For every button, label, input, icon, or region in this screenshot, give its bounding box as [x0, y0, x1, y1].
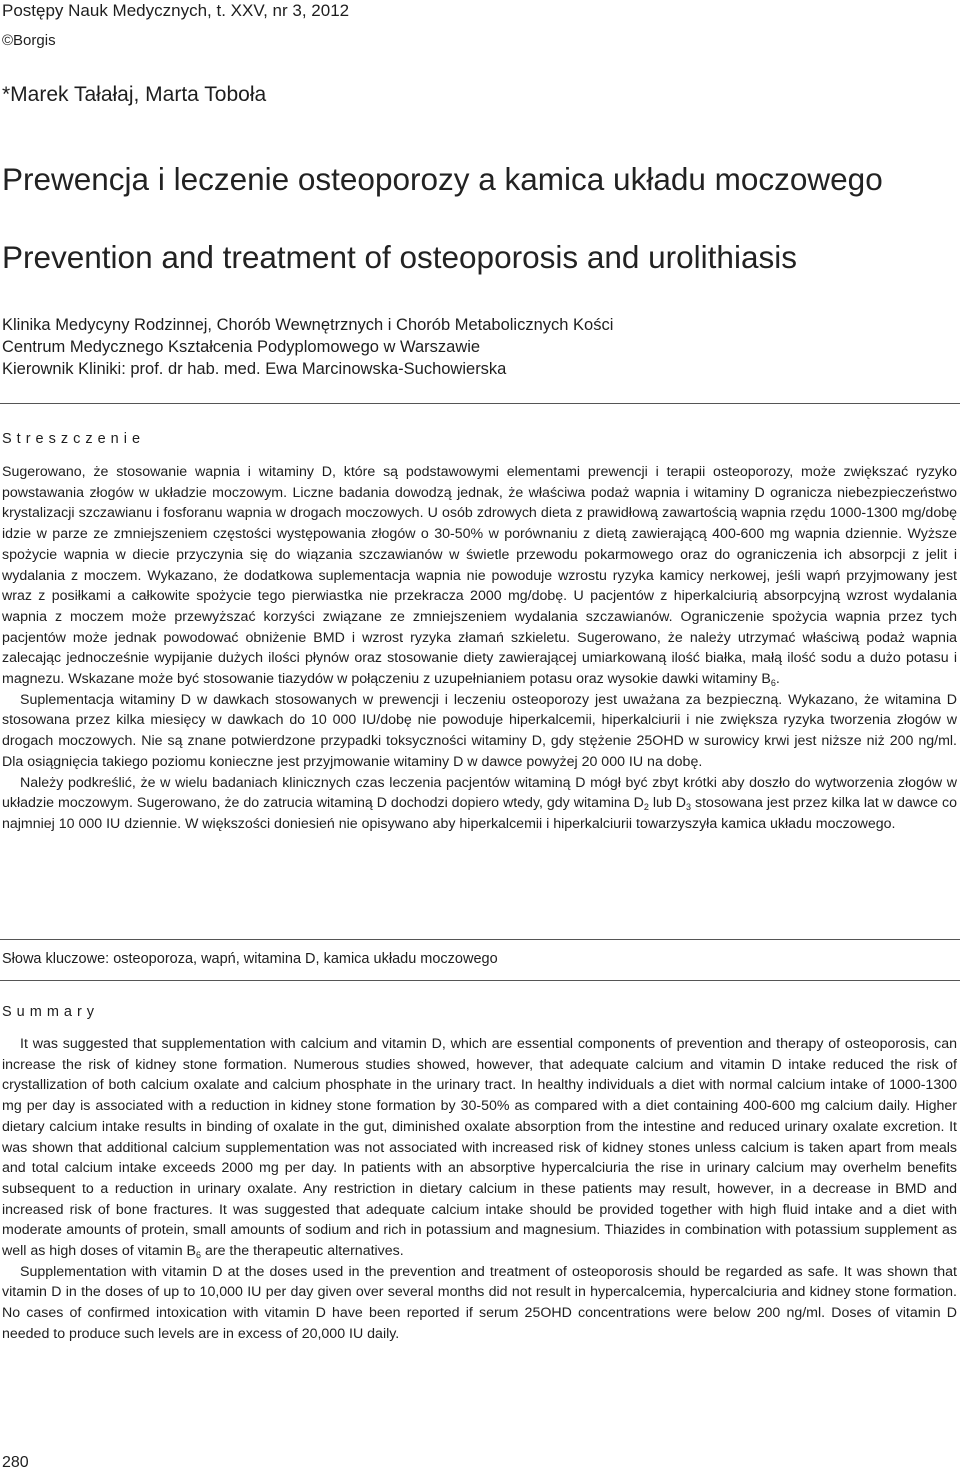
affiliation-head: Kierownik Kliniki: prof. dr hab. med. Ewa Marcinowska-Suchowierska — [2, 360, 507, 378]
section-heading-summary: Summary — [2, 1004, 100, 1020]
abstract-polish — [2, 462, 957, 835]
abstract-paragraph: Należy podkreślić, że w wielu badaniach klinicznych czas leczenia pacjentów witaminą D mógł być zbyt krótki aby doszło do wytworzenia złogów w układzie moczowym. Sugerowano, że do zatrucia witaminą D dochodzi dopiero wtedy, gdy witamina $D_2$ lub $D_3$ stosowana jest przez kilka lat w dawce co najmniej 10 000 IU dziennie. W większości doniesień nie opisywano aby hiperkalcemii i hiperkalciurii towarzyszyła kamica układu moczowego. — [2, 774, 957, 832]
page-number: 280 — [2, 1454, 29, 1471]
article-title-english: Prevention and treatment of osteoporosis and urolithiasis — [2, 239, 797, 275]
article-title-polish: Prewencja i leczenie osteoporozy a kamica układu moczowego — [2, 161, 883, 197]
affiliation — [2, 314, 613, 380]
divider — [0, 403, 960, 404]
keywords: Słowa kluczowe: osteoporoza, wapń, witamina D, kamica układu moczowego — [2, 951, 498, 967]
abstract-paragraph: Suplementacja witaminy D w dawkach stosowanych w prewencji i leczeniu osteoporozy jest uważana za bezpieczną. Wykazano, że witamina D stosowana przez kilka miesięcy w dawkach do 10 000 IU/dobę nie powoduje hiperkalcemii, hiperkalciurii i nie zwiększa ryzyka tworzenia złogów w drogach moczowych. Nie są znane potwierdzone przypadki toksyczności witaminy D, gdy stężenie 25OHD w surowicy krwi jest niższe niż 200 ng/ml. Dla osiągnięcia takiego poziomu konieczne jest przyjmowanie witaminy D w dawce powyżej 20 000 IU na dobę. — [2, 691, 957, 770]
abstract-paragraph: Supplementation with vitamin D at the doses used in the prevention and treatment of osteoporosis should be regarded as safe. It was shown that vitamin D in the doses of up to 10,000 IU per day given over several months did not result in hypercalcemia, hypercalciuria and kidney stone formation. No cases of confirmed intoxication with vitamin D have been reported if serum 25OHD concentrations were below 200 ng/ml. Doses of vitamin D needed to produce such levels are in excess of 20,000 IU daily. — [2, 1263, 957, 1342]
divider — [0, 939, 960, 940]
publisher-copyright: ©Borgis — [2, 32, 56, 49]
abstract-english — [2, 1034, 957, 1345]
section-heading-streszczenie: Streszczenie — [2, 431, 146, 447]
divider — [0, 980, 960, 981]
affiliation-centre: Centrum Medycznego Kształcenia Podyplomowego w Warszawie — [2, 338, 481, 356]
affiliation-clinic: Klinika Medycyny Rodzinnej, Chorób Wewnętrznych i Chorób Metabolicznych Kości — [2, 316, 614, 334]
abstract-paragraph: It was suggested that supplementation with calcium and vitamin D, which are essential components of prevention and therapy of osteoporosis, can increase the risk of kidney stone formation. Numerous studies showed, however, that adequate calcium and vitamin D intake reduced the risk of crystallization of both calcium oxalate and calcium phosphate in the urinary tract. In healthy individuals a diet with normal calcium intake of 1000-1300 mg per day is associated with a reduction in kidney stone formation by 30-50% as compared with a diet containing 400-600 mg calcium daily. Higher dietary calcium intake results in binding of oxalate in the gut, diminished oxalate absorption from the intestine and reduced urinary oxalate excretion. It was shown that additional calcium supplementation was not associated with increased risk of kidney stones unless calcium is taken apart from meals and total calcium intake exceeds 2000 mg per day. In patients with an absorptive hypercalciuria the rise in urinary calcium may overhelm benefits subsequent to a reduction in urinary oxalate. Any restriction in dietary calcium in these patients may result, however, in a decrease in BMD and increased risk of bone fractures. It was suggested that adequate calcium intake should be provided together with high fluid intake and a diet with moderate amounts of protein, small amounts of sodium and rich in potassium and magnesium. Thiazides in combination with potassium supplement as well as high doses of vitamin $B_6$ are the therapeutic alternatives. — [2, 1036, 957, 1261]
article-authors: *Marek Tałałaj, Marta Toboła — [2, 83, 267, 106]
journal-citation: Postępy Nauk Medycznych, t. XXV, nr 3, 2012 — [2, 1, 350, 20]
abstract-paragraph: Sugerowano, że stosowanie wapnia i witaminy D, które są podstawowymi elementami prewencji i terapii osteoporozy, może zwiększać ryzyko powstawania złogów w układzie moczowym. Liczne badania dowodzą jednak, że właściwa podaż wapnia i witaminy D ogranicza niebezpieczeństwo krystalizacji szczawianu i fosforanu wapnia w drogach moczowych. U osób zdrowych dieta z prawidłową zawartością wapnia rzędu 1000-1300 mg/dobę idzie w parze ze zmniejszeniem częstości występowania złogów o 30-50% w porównaniu z dietą zawierającą 400-600 mg wapnia dziennie. Wyższe spożycie wapnia w diecie przyczynia się do wiązania szczawianów w świetle przewodu pokarmowego oraz do ograniczenia ich absorpcji z jelit i wydalania z moczem. Wykazano, że dodatkowa suplementacja wapnia nie powoduje wzrostu ryzyka kamicy nerkowej, jeśli wapń przyjmowany jest wraz z posiłkami a całkowite spożycie tego pierwiastka nie przekracza 2000 mg/dobę. U pacjentów z hiperkalciurią absorpcyjną wzrost wydalania wapnia z moczem może przewyższać korzyści związane ze zmniejszeniem wydalania szczawianów. Ograniczenie spożycia wapnia przez tych pacjentów może jednak powodować obniżenie BMD i wzrost ryzyka złamań szkieletu. Sugerowano, że należy utrzymać właściwą podaż wapnia zalecając jednocześnie wypijanie dużych ilości płynów oraz stosowanie diety zawierającej umiarkowaną ilość białka, małą ilość sodu a dużo potasu i magnezu. Wskazane może być stosowanie tiazydów w połączeniu z uzupełnianiem potasu oraz wysokie dawki witaminy $B_6$. — [2, 464, 957, 689]
